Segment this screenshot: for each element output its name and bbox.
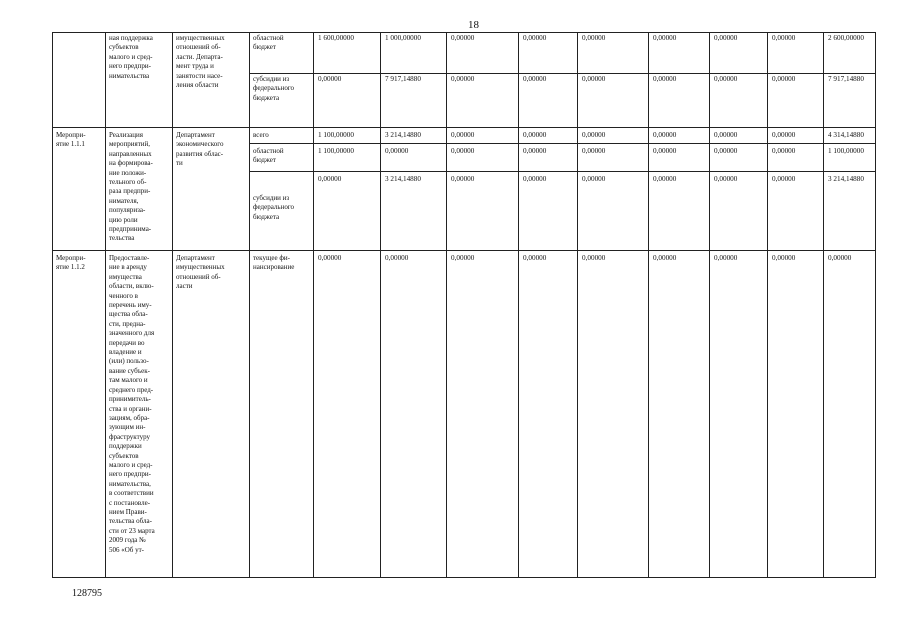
budget-table <box>52 32 876 578</box>
value-cell: 0,00000 <box>649 144 710 172</box>
value-cell: 0,00000 <box>578 128 649 144</box>
value-cell: 0,00000 <box>768 172 824 251</box>
value-cell: 0,00000 <box>768 33 824 74</box>
value-cell: 0,00000 <box>381 144 447 172</box>
total-cell: 3 214,14880 <box>824 172 876 251</box>
value-cell: 0,00000 <box>578 33 649 74</box>
value-cell: 3 214,14880 <box>381 128 447 144</box>
executor-cell: Департамент экономического развития облас- ти <box>173 128 250 251</box>
measure-name-cell <box>53 33 106 128</box>
table-row <box>53 128 876 144</box>
value-cell: 0,00000 <box>578 74 649 128</box>
source-cell: субсидии из федерального бюджета <box>250 172 314 251</box>
total-cell: 7 917,14880 <box>824 74 876 128</box>
measure-name-cell: Меропри- ятие 1.1.2 <box>53 251 106 578</box>
value-cell: 0,00000 <box>710 74 768 128</box>
value-cell: 0,00000 <box>519 33 578 74</box>
measure-title-cell: Предоставле- ние в аренду имущества области, вклю- ченного в перечень иму- щества обла- сти, предна- значенного для передачи во владение и (или) пользо- вание субъек- там малого и среднего пред- принимитель- ства и органи- зациям, обра- зующим ин- фраструктуру поддержки субъектов малого и сред- него предпри- нимательства, в соответствии с постановле- нием Прави- тельства обла- сти от 23 марта 2009 года № 506 «Об ут- <box>106 251 173 578</box>
value-cell: 0,00000 <box>314 251 381 578</box>
value-cell: 0,00000 <box>710 33 768 74</box>
value-cell: 0,00000 <box>578 251 649 578</box>
source-cell: областной бюджет <box>250 144 314 172</box>
value-cell: 0,00000 <box>649 172 710 251</box>
table-row <box>53 33 876 74</box>
value-cell: 1 100,00000 <box>314 128 381 144</box>
value-cell: 0,00000 <box>447 144 519 172</box>
document-code: 128795 <box>72 588 102 599</box>
measure-title-cell: Реализация мероприятий, направленных на формирова- ние положи- тельного об- раза предпри- нимателя, популяриза- цию роли предпринима- тельства <box>106 128 173 251</box>
value-cell: 0,00000 <box>314 74 381 128</box>
page-number: 18 <box>468 19 479 31</box>
value-cell: 0,00000 <box>447 128 519 144</box>
value-cell: 0,00000 <box>768 144 824 172</box>
value-cell: 0,00000 <box>710 251 768 578</box>
value-cell: 1 100,00000 <box>314 144 381 172</box>
value-cell: 0,00000 <box>447 172 519 251</box>
value-cell: 0,00000 <box>519 172 578 251</box>
value-cell: 0,00000 <box>578 144 649 172</box>
source-cell: областной бюджет <box>250 33 314 74</box>
value-cell: 0,00000 <box>768 251 824 578</box>
value-cell: 3 214,14880 <box>381 172 447 251</box>
total-cell: 2 600,00000 <box>824 33 876 74</box>
measure-name-cell: Меропри- ятие 1.1.1 <box>53 128 106 251</box>
total-cell: 1 100,00000 <box>824 144 876 172</box>
table-row <box>53 251 876 578</box>
value-cell: 0,00000 <box>768 128 824 144</box>
source-cell: текущее фи- нансирование <box>250 251 314 578</box>
value-cell: 0,00000 <box>447 74 519 128</box>
measure-title-cell: ная поддержка субъектов малого и сред- него предпри- нимательства <box>106 33 173 128</box>
value-cell: 0,00000 <box>710 128 768 144</box>
value-cell: 0,00000 <box>649 33 710 74</box>
value-cell: 0,00000 <box>710 172 768 251</box>
total-cell: 4 314,14880 <box>824 128 876 144</box>
value-cell: 0,00000 <box>649 251 710 578</box>
value-cell: 0,00000 <box>649 74 710 128</box>
executor-cell: имущественных отношений об- ласти. Департа- мент труда и занятости насе- ления области <box>173 33 250 128</box>
value-cell: 0,00000 <box>519 74 578 128</box>
value-cell: 0,00000 <box>519 251 578 578</box>
value-cell: 1 600,00000 <box>314 33 381 74</box>
total-cell: 0,00000 <box>824 251 876 578</box>
value-cell: 0,00000 <box>381 251 447 578</box>
executor-cell: Департамент имущественных отношений об- ласти <box>173 251 250 578</box>
value-cell: 0,00000 <box>710 144 768 172</box>
value-cell: 0,00000 <box>519 128 578 144</box>
value-cell: 0,00000 <box>447 33 519 74</box>
value-cell: 0,00000 <box>447 251 519 578</box>
source-cell: субсидии из федерального бюджета <box>250 74 314 128</box>
value-cell: 7 917,14880 <box>381 74 447 128</box>
value-cell: 0,00000 <box>519 144 578 172</box>
value-cell: 0,00000 <box>578 172 649 251</box>
value-cell: 0,00000 <box>649 128 710 144</box>
value-cell: 1 000,00000 <box>381 33 447 74</box>
value-cell: 0,00000 <box>768 74 824 128</box>
value-cell: 0,00000 <box>314 172 381 251</box>
source-cell: всего <box>250 128 314 144</box>
